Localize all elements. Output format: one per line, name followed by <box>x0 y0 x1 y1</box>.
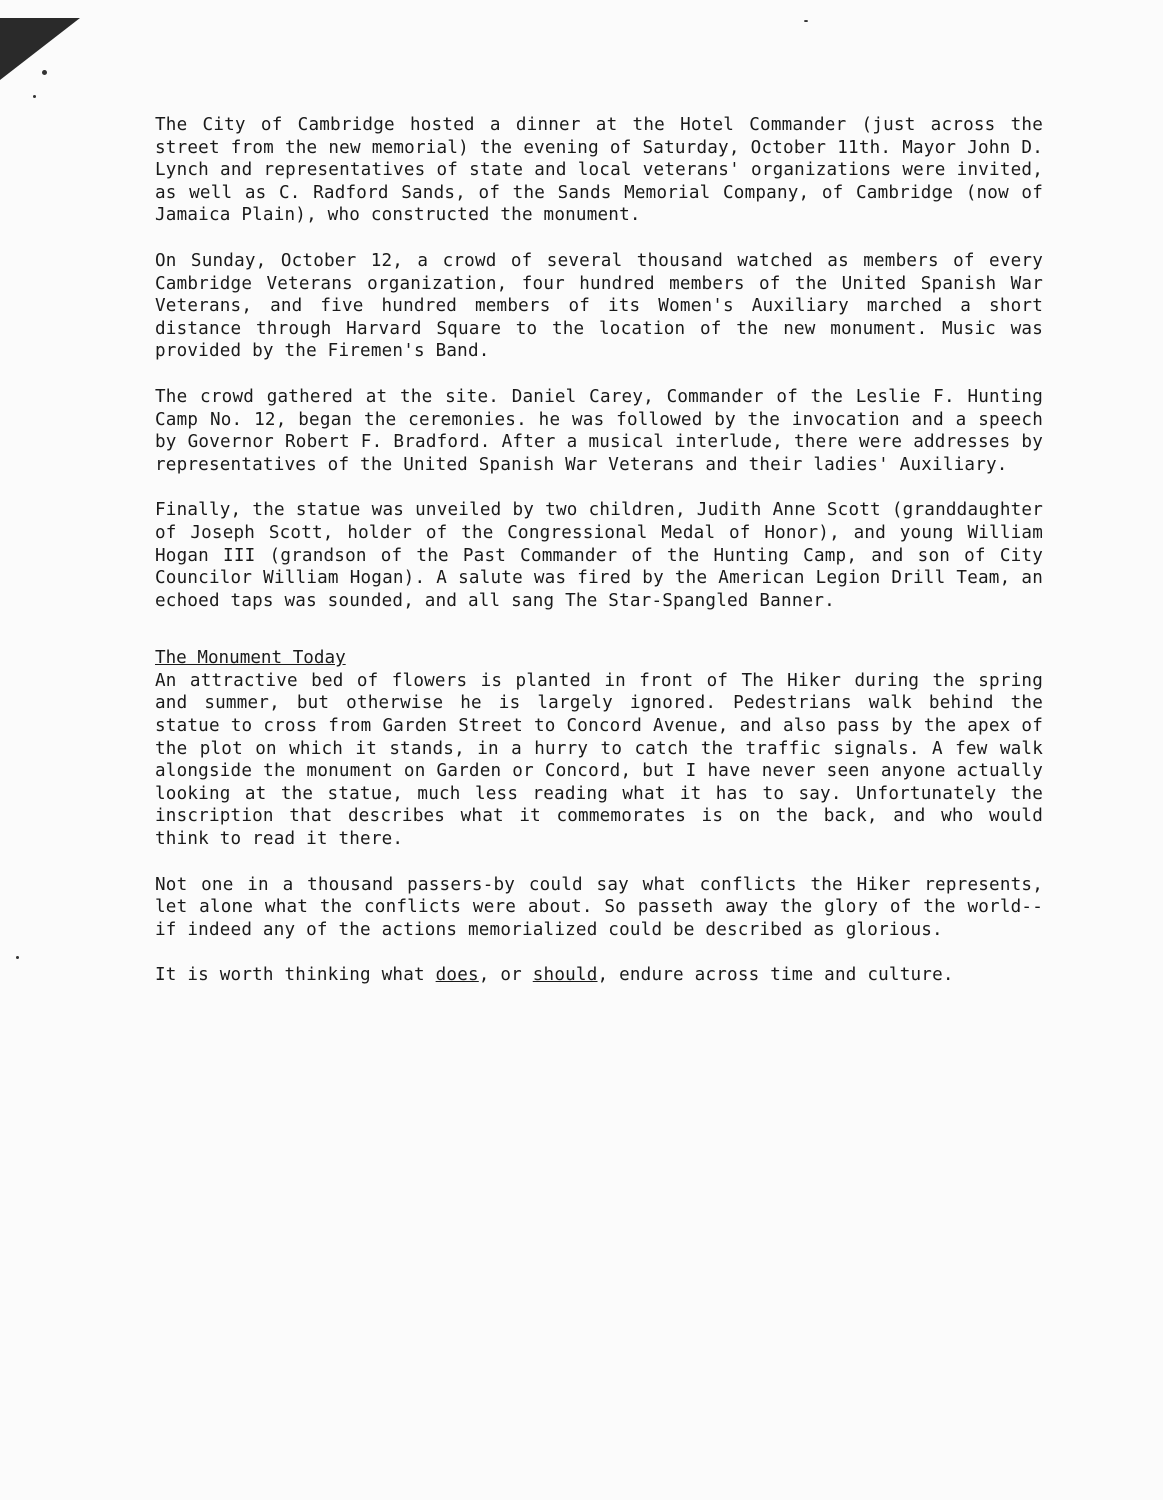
closing-text: , or <box>478 965 533 986</box>
paragraph-ceremony: The crowd gathered at the site. Daniel Carey, Commander of the Leslie F. Hunting Camp No. 12, began the ceremonies. he was followed by the invocation and a speech by Governor Robert F. Bradford. After a musical interlude, there were addresses by representatives of the United Spanish War Veterans and their ladies' Auxiliary. <box>155 386 1043 475</box>
closing-emphasis: does <box>435 965 479 986</box>
paragraph-parade: On Sunday, October 12, a crowd of several thousand watched as members of every Cambridge Veterans organization, four hundred members of the United Spanish War Veterans, and five hundred members of its Women's Auxiliary marched a short distance through Harvard Square to the location of the new monument. Music was provided by the Firemen's Band. <box>155 250 1043 362</box>
scan-speck <box>804 20 808 22</box>
paragraph-dinner: The City of Cambridge hosted a dinner at the Hotel Commander (just across the street from the new memorial) the evening of Saturday, October 11th. Mayor John D. Lynch and representatives of state and local veterans' organizations were invited, as well as C. Radford Sands, of the Sands Memorial Company, of Cambridge (now of Jamaica Plain), who constructed the monument. <box>155 115 1043 226</box>
scan-speck <box>33 95 36 98</box>
paragraph-monument-today: An attractive bed of flowers is planted in front of The Hiker during the spring and summer, but otherwise he is largely ignored. Pedestrians walk behind the statue to cross from Garden Street to Concord Avenue, and also pass by the apex of the plot on which it stands, in a hurry to catch the traffic signals. A few walk alongside the monument on Garden or Concord, but I have never seen anyone actually looking at the statue, much less reading what it has to say. Unfortunately the inscription that describes what it commemorates is on the back, and who would think to read it there. <box>155 670 1043 850</box>
scan-speck <box>16 956 19 959</box>
scan-speck <box>42 70 47 75</box>
closing-text: , endure across time and culture. <box>597 965 954 986</box>
section-heading: The Monument Today <box>155 648 346 669</box>
scan-corner-mark <box>0 18 80 80</box>
closing-emphasis: should <box>532 965 598 986</box>
paragraph-unveiling: Finally, the statue was unveiled by two children, Judith Anne Scott (granddaughter of Joseph Scott, holder of the Congressional Medal of Honor), and young William Hogan III (grandson of the Past Commander of the Hunting Camp, and son of City Councilor William Hogan). A salute was fired by the American Legion Drill Team, an echoed taps was sounded, and all sang The Star-Spangled Banner. <box>155 500 1043 611</box>
paragraph-closing <box>155 964 1043 987</box>
closing-text: It is worth thinking what <box>155 965 436 986</box>
paragraph-passers-by: Not one in a thousand passers-by could say what conflicts the Hiker represents, let alone what the conflicts were about. So passeth away the glory of the world--if indeed any of the actions memorialized could be described as glorious. <box>155 874 1043 940</box>
document-page <box>155 114 1043 1010</box>
